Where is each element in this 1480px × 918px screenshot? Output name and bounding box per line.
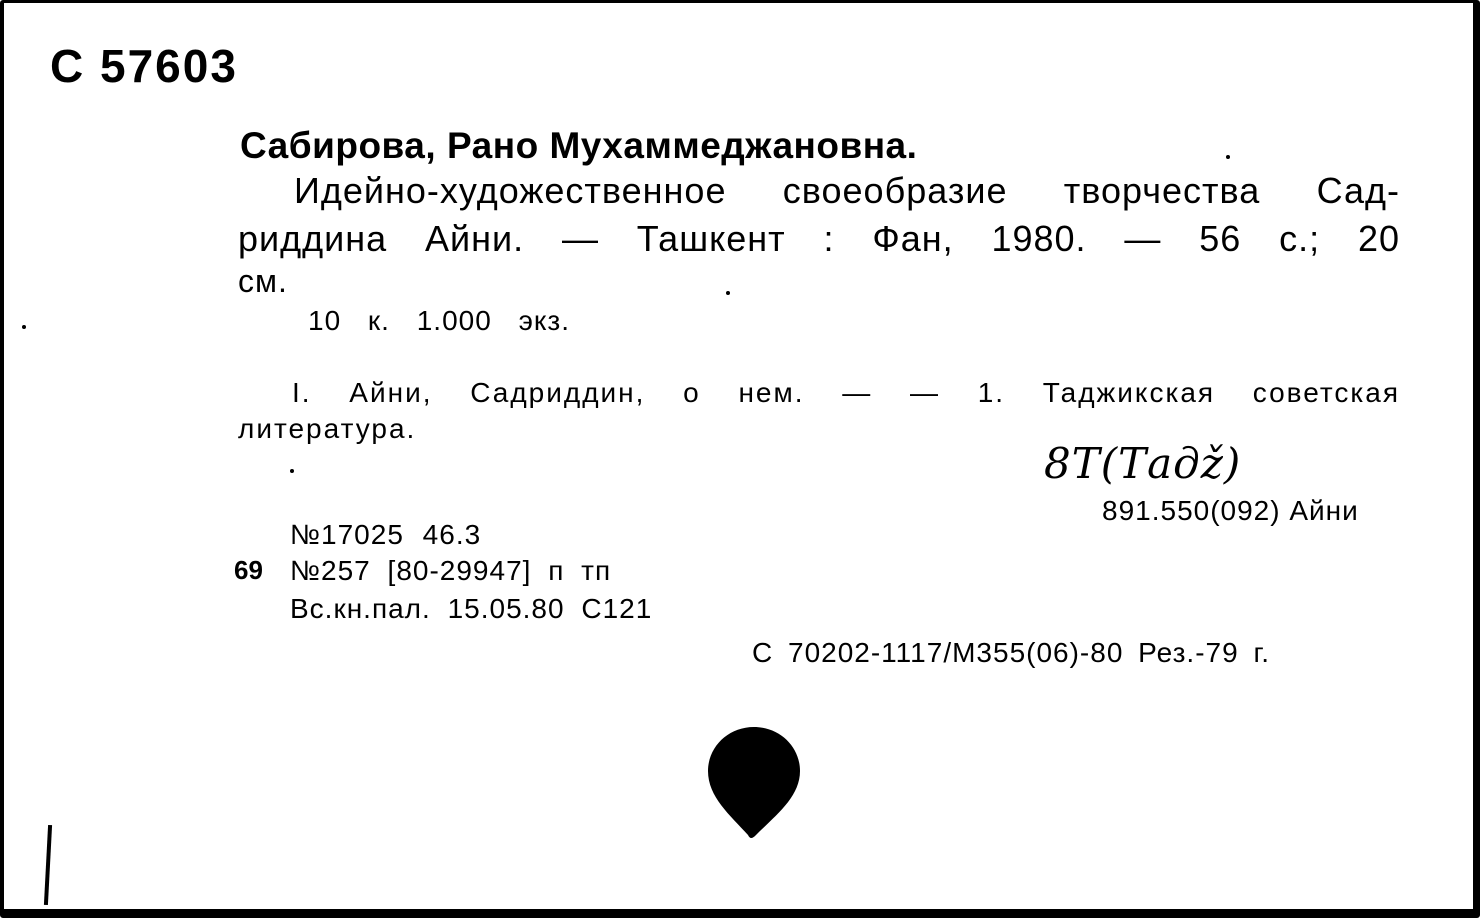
order-number-line: №17025 46.3 (290, 519, 482, 550)
title-line-3: см. (238, 263, 288, 299)
speck-dot (726, 291, 730, 295)
margin-mark (44, 825, 52, 905)
publisher-code-line: С 70202-1117/М355(06)-80 Рез.-79 г. (752, 637, 1271, 668)
subject-line-2: литература. (238, 413, 417, 444)
speck-dot (22, 325, 26, 329)
speck-dot (290, 469, 294, 473)
call-number: С 57603 (50, 40, 238, 92)
punch-hole-icon (706, 723, 802, 843)
chamber-stamp-line: Вс.кн.пал. 15.05.80 С121 (290, 593, 653, 624)
speck-dot (1226, 155, 1230, 159)
price-and-print-run: 10 к. 1.000 экз. (308, 305, 571, 336)
classification-index: 891.550(092) Айни (1102, 495, 1359, 526)
order-prefix-number: 69 (234, 555, 263, 585)
order-code-line: №257 [80-29947] п тп (290, 555, 612, 586)
author-name: Сабирова, Рано Мухаммеджановна. (240, 125, 918, 166)
title-line-1: Идейно-художественное своеобразие творчества Сад- (294, 170, 1400, 211)
title-line-2: риддина Айни. — Ташкент : Фан, 1980. — 56 с.; 20 (238, 218, 1400, 259)
subject-line-1: I. Айни, Садриддин, о нем. — — 1. Таджикская советская (292, 377, 1400, 408)
handwritten-note: 8Т(Тадž) (1044, 439, 1242, 488)
